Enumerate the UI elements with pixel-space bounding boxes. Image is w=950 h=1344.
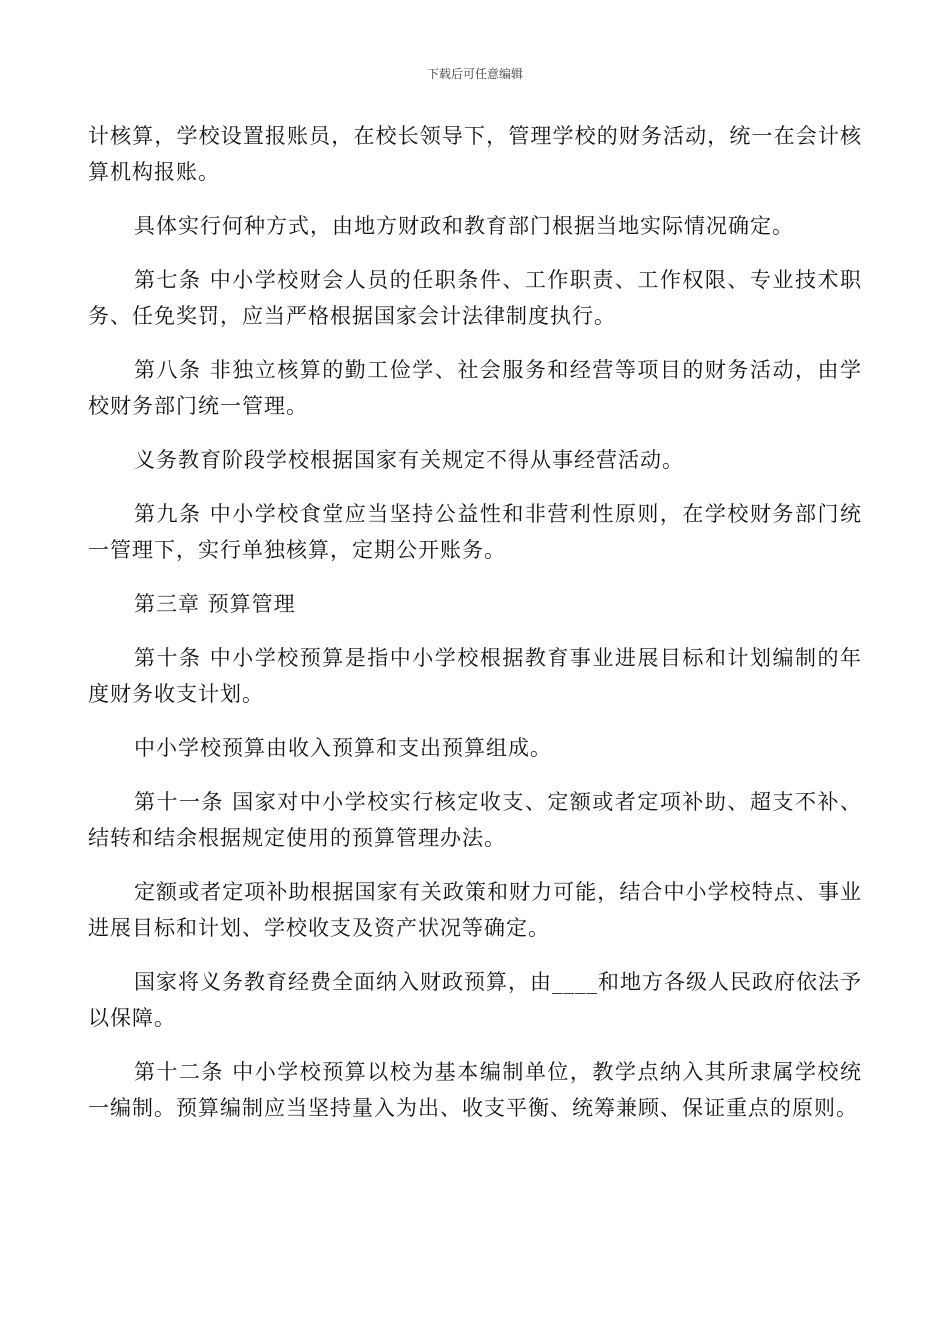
article-9: 第九条 中小学校食堂应当坚持公益性和非营利性原则，在学校财务部门统一管理下，实行单独核算，定期公开账务。 xyxy=(88,502,862,562)
paragraph: 义务教育阶段学校根据国家有关规定不得从事经营活动。 xyxy=(134,448,684,472)
article-12: 第十二条 中小学校预算以校为基本编制单位，教学点纳入其所隶属学校统一编制。预算编制应当坚持量入为出、收支平衡、统筹兼顾、保证重点的原则。 xyxy=(88,1060,862,1120)
article-7: 第七条 中小学校财会人员的任职条件、工作职责、工作权限、专业技术职务、任免奖罚，应当严格根据国家会计法律制度执行。 xyxy=(88,268,862,328)
page-header: 下载后可任意编辑 xyxy=(426,67,523,81)
article-8: 第八条 非独立核算的勤工俭学、社会服务和经营等项目的财务活动，由学校财务部门统一管理。 xyxy=(88,358,862,418)
paragraph: 计核算，学校设置报账员，在校长领导下，管理学校的财务活动，统一在会计核算机构报账。 xyxy=(88,124,862,184)
paragraph: 中小学校预算由收入预算和支出预算组成。 xyxy=(134,736,552,760)
article-10: 第十条 中小学校预算是指中小学校根据教育事业进展目标和计划编制的年度财务收支计划。 xyxy=(88,646,862,706)
chapter-heading: 第三章 预算管理 xyxy=(134,592,296,616)
paragraph: 国家将义务教育经费全面纳入财政预算，由____和地方各级人民政府依法予以保障。 xyxy=(88,970,862,1030)
paragraph: 定额或者定项补助根据国家有关政策和财力可能，结合中小学校特点、事业进展目标和计划、学校收支及资产状况等确定。 xyxy=(88,880,862,940)
document-body xyxy=(88,118,862,1144)
article-11: 第十一条 国家对中小学校实行核定收支、定额或者定项补助、超支不补、结转和结余根据规定使用的预算管理办法。 xyxy=(88,790,862,850)
paragraph: 具体实行何种方式，由地方财政和教育部门根据当地实际情况确定。 xyxy=(134,214,794,238)
